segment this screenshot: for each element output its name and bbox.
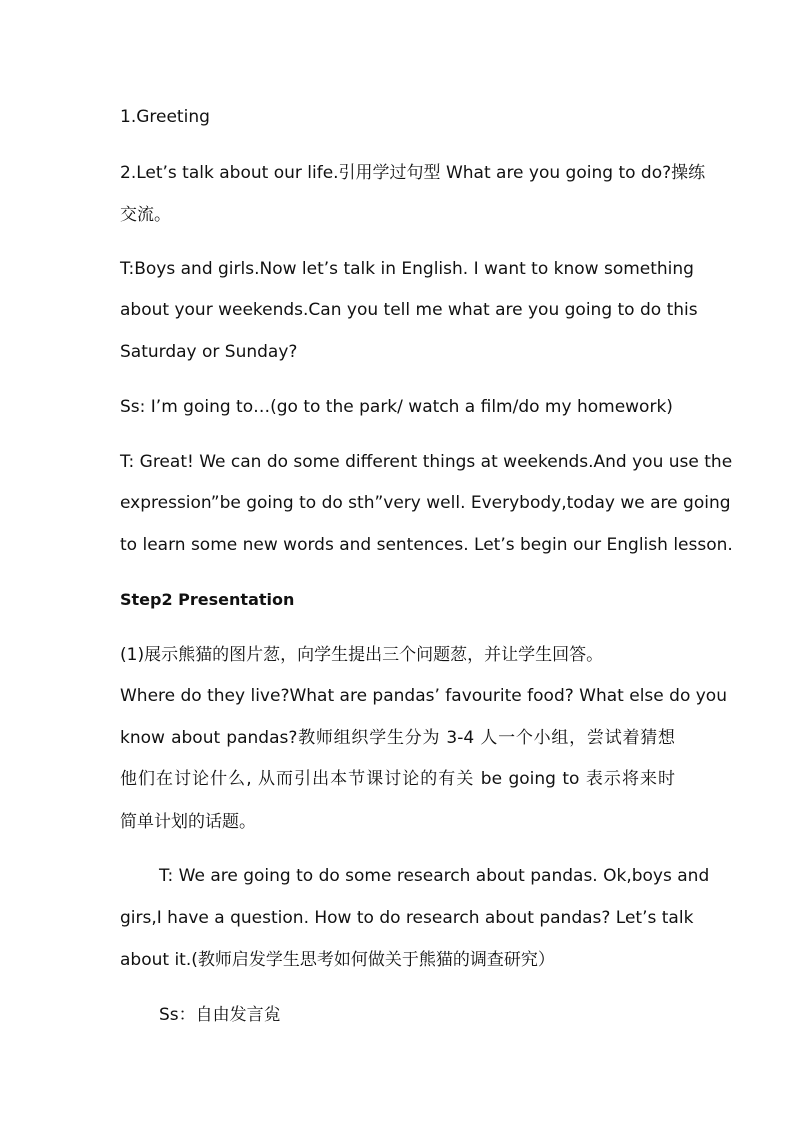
paragraph-talk-line-1: 2.Let’s talk about our life.引用学过句型 What are you going to do?操练 [120,163,706,183]
presentation-line-5: 简单计划的话题。 [120,812,256,832]
teacher-response-line-3: to learn some new words and sentences. Let’s begin our English lesson. [120,535,733,555]
students-answer: Ss: I’m going to…(go to the park/ watch a film/do my homework) [120,397,673,417]
teacher-response-line-1: T: Great! We can do some different things at weekends.And you use the [120,452,733,472]
teacher-line-1: T:Boys and girls.Now let’s talk in English. I want to know something [120,259,694,279]
section-heading: Step2 Presentation [120,590,295,609]
presentation-line-3: know about pandas?教师组织学生分为 3-4 人一个小组，尝试着猜想 [120,728,675,748]
research-line-1: T: We are going to do some research about pandas. Ok,boys and [159,866,710,886]
presentation-line-2: Where do they live?What are pandas’ favourite food? What else do you [120,686,727,706]
presentation-line-4: 他们在讨论什么, 从而引出本节课讨论的有关 be going to 表示将来时 [120,769,675,789]
teacher-line-3: Saturday or Sunday? [120,342,298,362]
research-line-3: about it.(教师启发学生思考如何做关于熊猫的调查研究） [120,950,555,970]
students-free-talk: Ss：自由发言㝸 [159,1005,281,1025]
paragraph-greeting: 1.Greeting [120,107,210,127]
teacher-line-2: about your weekends.Can you tell me what are you going to do this [120,300,698,320]
presentation-line-1: (1)展示熊猫的图片䓤，向学生提出三个问题䓤，并让学生回答。 [120,645,604,665]
research-line-2: girs,I have a question. How to do research about pandas? Let’s talk [120,908,694,928]
paragraph-talk-line-2: 交流。 [120,205,171,225]
teacher-response-line-2: expression”be going to do sth”very well. Everybody,today we are going [120,493,731,513]
